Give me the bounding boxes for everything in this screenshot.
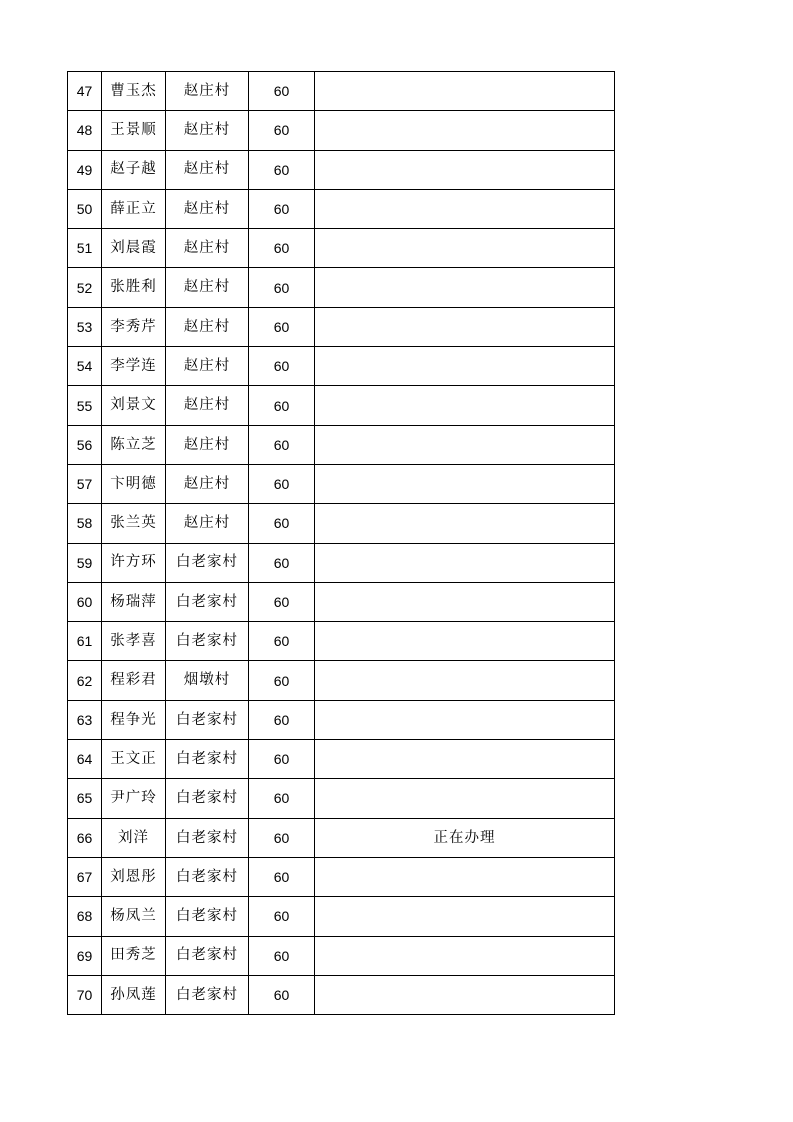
- row-number-cell: 49: [68, 150, 102, 189]
- table-row: [68, 975, 615, 1014]
- name-cell: 张孝喜: [102, 622, 166, 661]
- note-cell: [315, 936, 615, 975]
- village-cell: 赵庄村: [166, 72, 249, 111]
- note-cell: [315, 582, 615, 621]
- name-cell: 张胜利: [102, 268, 166, 307]
- note-cell: 正在办理: [315, 818, 615, 857]
- note-cell: [315, 857, 615, 896]
- row-number-cell: 51: [68, 229, 102, 268]
- row-number-cell: 55: [68, 386, 102, 425]
- name-cell: 尹广玲: [102, 779, 166, 818]
- note-cell: [315, 150, 615, 189]
- row-number-cell: 67: [68, 857, 102, 896]
- amount-cell: 60: [249, 857, 315, 896]
- roster-table: [67, 71, 615, 1015]
- note-cell: [315, 347, 615, 386]
- note-cell: [315, 740, 615, 779]
- name-cell: 赵子越: [102, 150, 166, 189]
- village-cell: 白老家村: [166, 582, 249, 621]
- village-cell: 赵庄村: [166, 111, 249, 150]
- table-row: [68, 425, 615, 464]
- amount-cell: 60: [249, 189, 315, 228]
- row-number-cell: 57: [68, 464, 102, 503]
- amount-cell: 60: [249, 936, 315, 975]
- name-cell: 刘晨霞: [102, 229, 166, 268]
- row-number-cell: 63: [68, 700, 102, 739]
- note-cell: [315, 779, 615, 818]
- name-cell: 杨瑞萍: [102, 582, 166, 621]
- village-cell: 白老家村: [166, 622, 249, 661]
- note-cell: [315, 307, 615, 346]
- village-cell: 白老家村: [166, 779, 249, 818]
- table-row: [68, 72, 615, 111]
- note-cell: [315, 229, 615, 268]
- village-cell: 烟墩村: [166, 661, 249, 700]
- table-row: [68, 700, 615, 739]
- village-cell: 白老家村: [166, 700, 249, 739]
- name-cell: 李秀芹: [102, 307, 166, 346]
- note-cell: [315, 111, 615, 150]
- note-cell: [315, 504, 615, 543]
- amount-cell: 60: [249, 307, 315, 346]
- amount-cell: 60: [249, 111, 315, 150]
- row-number-cell: 64: [68, 740, 102, 779]
- name-cell: 刘洋: [102, 818, 166, 857]
- name-cell: 程争光: [102, 700, 166, 739]
- amount-cell: 60: [249, 740, 315, 779]
- amount-cell: 60: [249, 347, 315, 386]
- amount-cell: 60: [249, 897, 315, 936]
- table-row: [68, 189, 615, 228]
- amount-cell: 60: [249, 504, 315, 543]
- village-cell: 赵庄村: [166, 386, 249, 425]
- row-number-cell: 68: [68, 897, 102, 936]
- name-cell: 卞明德: [102, 464, 166, 503]
- name-cell: 刘景文: [102, 386, 166, 425]
- name-cell: 孙凤莲: [102, 975, 166, 1014]
- row-number-cell: 61: [68, 622, 102, 661]
- note-cell: [315, 425, 615, 464]
- name-cell: 刘恩彤: [102, 857, 166, 896]
- village-cell: 白老家村: [166, 543, 249, 582]
- note-cell: [315, 975, 615, 1014]
- note-cell: [315, 189, 615, 228]
- note-cell: [315, 622, 615, 661]
- row-number-cell: 54: [68, 347, 102, 386]
- village-cell: 赵庄村: [166, 229, 249, 268]
- amount-cell: 60: [249, 622, 315, 661]
- village-cell: 赵庄村: [166, 189, 249, 228]
- note-cell: [315, 897, 615, 936]
- name-cell: 薛正立: [102, 189, 166, 228]
- table-row: [68, 857, 615, 896]
- table-row: [68, 464, 615, 503]
- row-number-cell: 69: [68, 936, 102, 975]
- row-number-cell: 56: [68, 425, 102, 464]
- village-cell: 白老家村: [166, 740, 249, 779]
- note-cell: [315, 268, 615, 307]
- table-row: [68, 504, 615, 543]
- name-cell: 陈立芝: [102, 425, 166, 464]
- table-row: [68, 268, 615, 307]
- village-cell: 赵庄村: [166, 464, 249, 503]
- amount-cell: 60: [249, 464, 315, 503]
- village-cell: 赵庄村: [166, 504, 249, 543]
- name-cell: 曹玉杰: [102, 72, 166, 111]
- amount-cell: 60: [249, 386, 315, 425]
- village-cell: 白老家村: [166, 897, 249, 936]
- row-number-cell: 66: [68, 818, 102, 857]
- amount-cell: 60: [249, 700, 315, 739]
- roster-table-body: [68, 72, 615, 1015]
- row-number-cell: 65: [68, 779, 102, 818]
- table-row: [68, 582, 615, 621]
- table-row: [68, 347, 615, 386]
- row-number-cell: 70: [68, 975, 102, 1014]
- name-cell: 程彩君: [102, 661, 166, 700]
- village-cell: 赵庄村: [166, 425, 249, 464]
- village-cell: 赵庄村: [166, 307, 249, 346]
- note-cell: [315, 543, 615, 582]
- note-cell: [315, 661, 615, 700]
- table-row: [68, 307, 615, 346]
- amount-cell: 60: [249, 150, 315, 189]
- row-number-cell: 48: [68, 111, 102, 150]
- name-cell: 许方环: [102, 543, 166, 582]
- note-cell: [315, 386, 615, 425]
- table-row: [68, 386, 615, 425]
- village-cell: 白老家村: [166, 857, 249, 896]
- row-number-cell: 60: [68, 582, 102, 621]
- village-cell: 白老家村: [166, 818, 249, 857]
- amount-cell: 60: [249, 661, 315, 700]
- village-cell: 白老家村: [166, 975, 249, 1014]
- name-cell: 王文正: [102, 740, 166, 779]
- note-cell: [315, 700, 615, 739]
- amount-cell: 60: [249, 582, 315, 621]
- name-cell: 田秀芝: [102, 936, 166, 975]
- row-number-cell: 52: [68, 268, 102, 307]
- table-row: [68, 818, 615, 857]
- table-row: [68, 543, 615, 582]
- name-cell: 杨凤兰: [102, 897, 166, 936]
- amount-cell: 60: [249, 975, 315, 1014]
- amount-cell: 60: [249, 425, 315, 464]
- village-cell: 白老家村: [166, 936, 249, 975]
- table-row: [68, 111, 615, 150]
- table-row: [68, 897, 615, 936]
- note-cell: [315, 72, 615, 111]
- row-number-cell: 62: [68, 661, 102, 700]
- name-cell: 王景顺: [102, 111, 166, 150]
- name-cell: 李学连: [102, 347, 166, 386]
- amount-cell: 60: [249, 779, 315, 818]
- table-row: [68, 661, 615, 700]
- row-number-cell: 50: [68, 189, 102, 228]
- amount-cell: 60: [249, 543, 315, 582]
- amount-cell: 60: [249, 268, 315, 307]
- table-row: [68, 229, 615, 268]
- table-row: [68, 622, 615, 661]
- village-cell: 赵庄村: [166, 347, 249, 386]
- row-number-cell: 58: [68, 504, 102, 543]
- table-row: [68, 779, 615, 818]
- table-row: [68, 936, 615, 975]
- name-cell: 张兰英: [102, 504, 166, 543]
- row-number-cell: 53: [68, 307, 102, 346]
- row-number-cell: 59: [68, 543, 102, 582]
- amount-cell: 60: [249, 818, 315, 857]
- note-cell: [315, 464, 615, 503]
- village-cell: 赵庄村: [166, 150, 249, 189]
- table-row: [68, 740, 615, 779]
- row-number-cell: 47: [68, 72, 102, 111]
- amount-cell: 60: [249, 229, 315, 268]
- village-cell: 赵庄村: [166, 268, 249, 307]
- table-row: [68, 150, 615, 189]
- amount-cell: 60: [249, 72, 315, 111]
